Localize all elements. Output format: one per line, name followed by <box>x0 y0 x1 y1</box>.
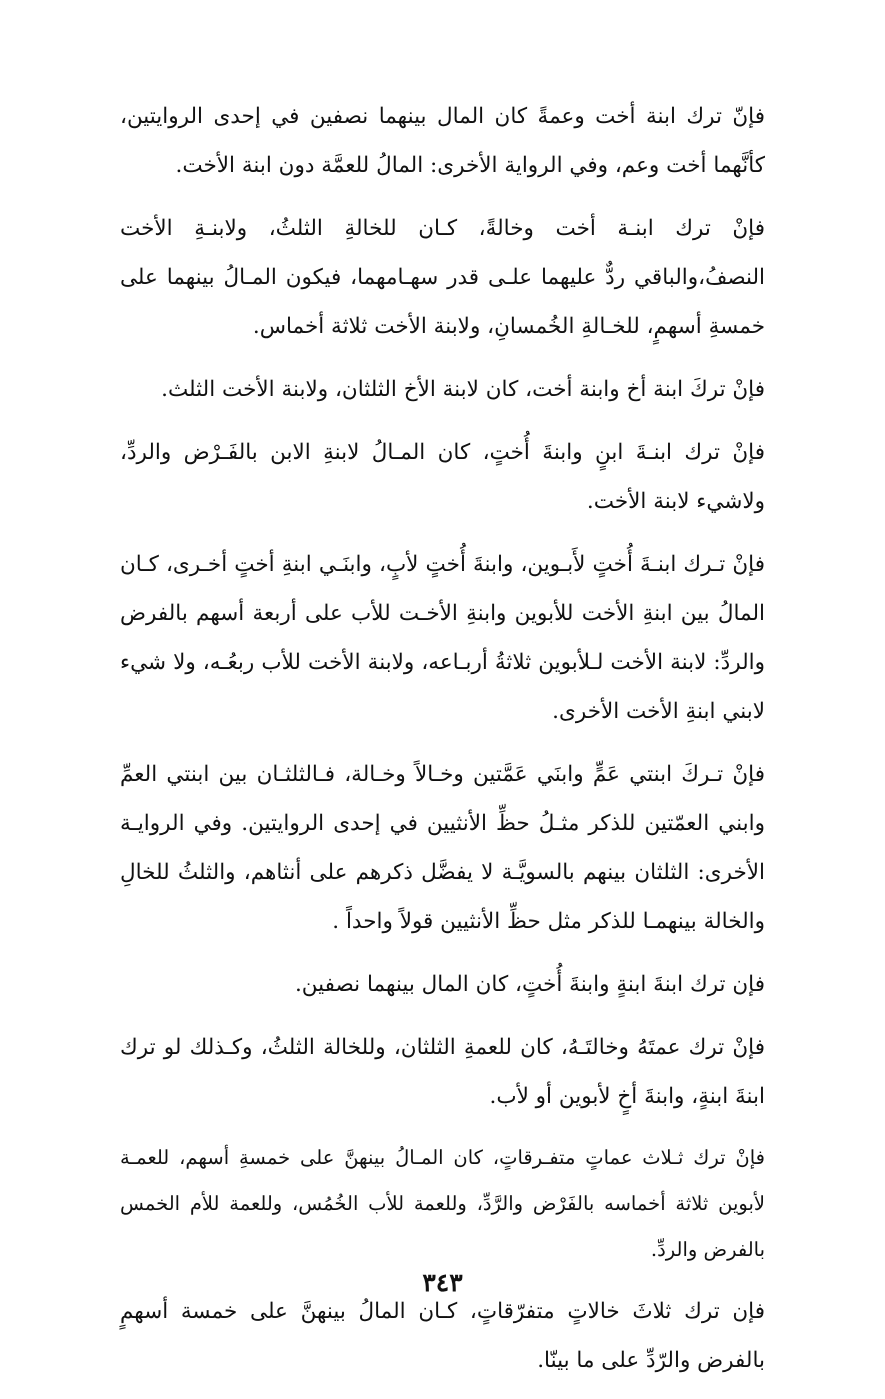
paragraph: فإنّ ترك ابنة أخت وعمةً كان المال بينهما نصفين في إحدى الروايتين، كأنَّهما أخت وعم، وفي الرواية الأخرى: المالُ للعمَّة دون ابنة الأخت. <box>120 104 765 178</box>
paragraph: فإنْ ترك عمتَهُ وخالتَـهُ، كان للعمةِ الثلثان، وللخالة الثلثُ، وكـذلك لو ترك ابنةَ ابنةٍ، وابنةَ أخٍ لأبوين أو لأب. <box>120 1035 765 1109</box>
paragraph: فإنْ تركَ ابنة أخ وابنة أخت، كان لابنة الأخ الثلثان، ولابنة الأخت الثلث. <box>161 377 765 402</box>
paragraph: فإن ترك ابنةَ ابنةٍ وابنةَ أُختٍ، كان المال بينهما نصفين. <box>294 972 765 997</box>
paragraph: فإن ترك ثلاثَ خالاتٍ متفرّقاتٍ، كـان المالُ بينهنَّ على خمسة أسهمٍ بالفرض والرّدِّ على ما بينّا. <box>120 1299 765 1373</box>
paragraph: فإنْ ترك ابنـة أخت وخالةً، كـان للخالةِ الثلثُ، ولابنـةِ الأخت النصفُ،والباقي ردٌّ عليهما علـى قدر سهـامهما، فيكون المـالُ بينهما على خمسةِ أسهمٍ، للخـالةِ الخُمسانِ، ولابنة الأخت ثلاثة أخماس. <box>120 216 765 339</box>
page-number: ٣٤٣ <box>422 1268 463 1297</box>
paragraph: فإنْ تـرك ابنـةَ أُختٍ لأَبـوين، وابنةَ أُختٍ لأبٍ، وابنَـي ابنةِ أختٍ أخـرى، كـان المالُ بين ابنةِ الأخت للأبوين وابنةِ الأخـت للأب على أربعة أسهم بالفرض والردِّ: لابنة الأخت لـلأبوين ثلاثةُ أربـاعه، ولابنة الأخت للأب ربعُـه، ولا شيء لابني ابنةِ الأخت الأخرى. <box>120 552 765 724</box>
page-body <box>120 92 765 1399</box>
paragraph: فإنْ ترك ثـلاث عماتٍ متفـرقاتٍ، كان المـالُ بينهنَّ على خمسةِ أسهم، للعمـة لأبوين ثلاثة أخماسه بالفَرْض والرَّدِّ، وللعمة للأب الخُمُس، وللعمة للأم الخمس بالفرض والردِّ. <box>120 1146 765 1261</box>
paragraph: فإنْ تـركَ ابنتي عَمٍّ وابنَي عَمَّتين وخـالاً وخـالة، فـالثلثـان بين ابنتي العمِّ وابني العمّتين للذكر مثـلُ حظِّ الأنثيين في إحدى الروايتين. وفي الروايـة الأخرى: الثلثان بينهم بالسويَّـة لا يفضَّل ذكرهم على أنثاهم، والثلثُ للخالِ والخالة بينهمـا للذكر مثل حظِّ الأنثيين قولاً واحداً . <box>120 762 765 934</box>
paragraph: فإنْ ترك ابنـةَ ابنٍ وابنةَ أُختٍ، كان المـالُ لابنةِ الابن بالفَـرْض والردِّ، ولاشيء لابنة الأخت. <box>120 440 765 514</box>
